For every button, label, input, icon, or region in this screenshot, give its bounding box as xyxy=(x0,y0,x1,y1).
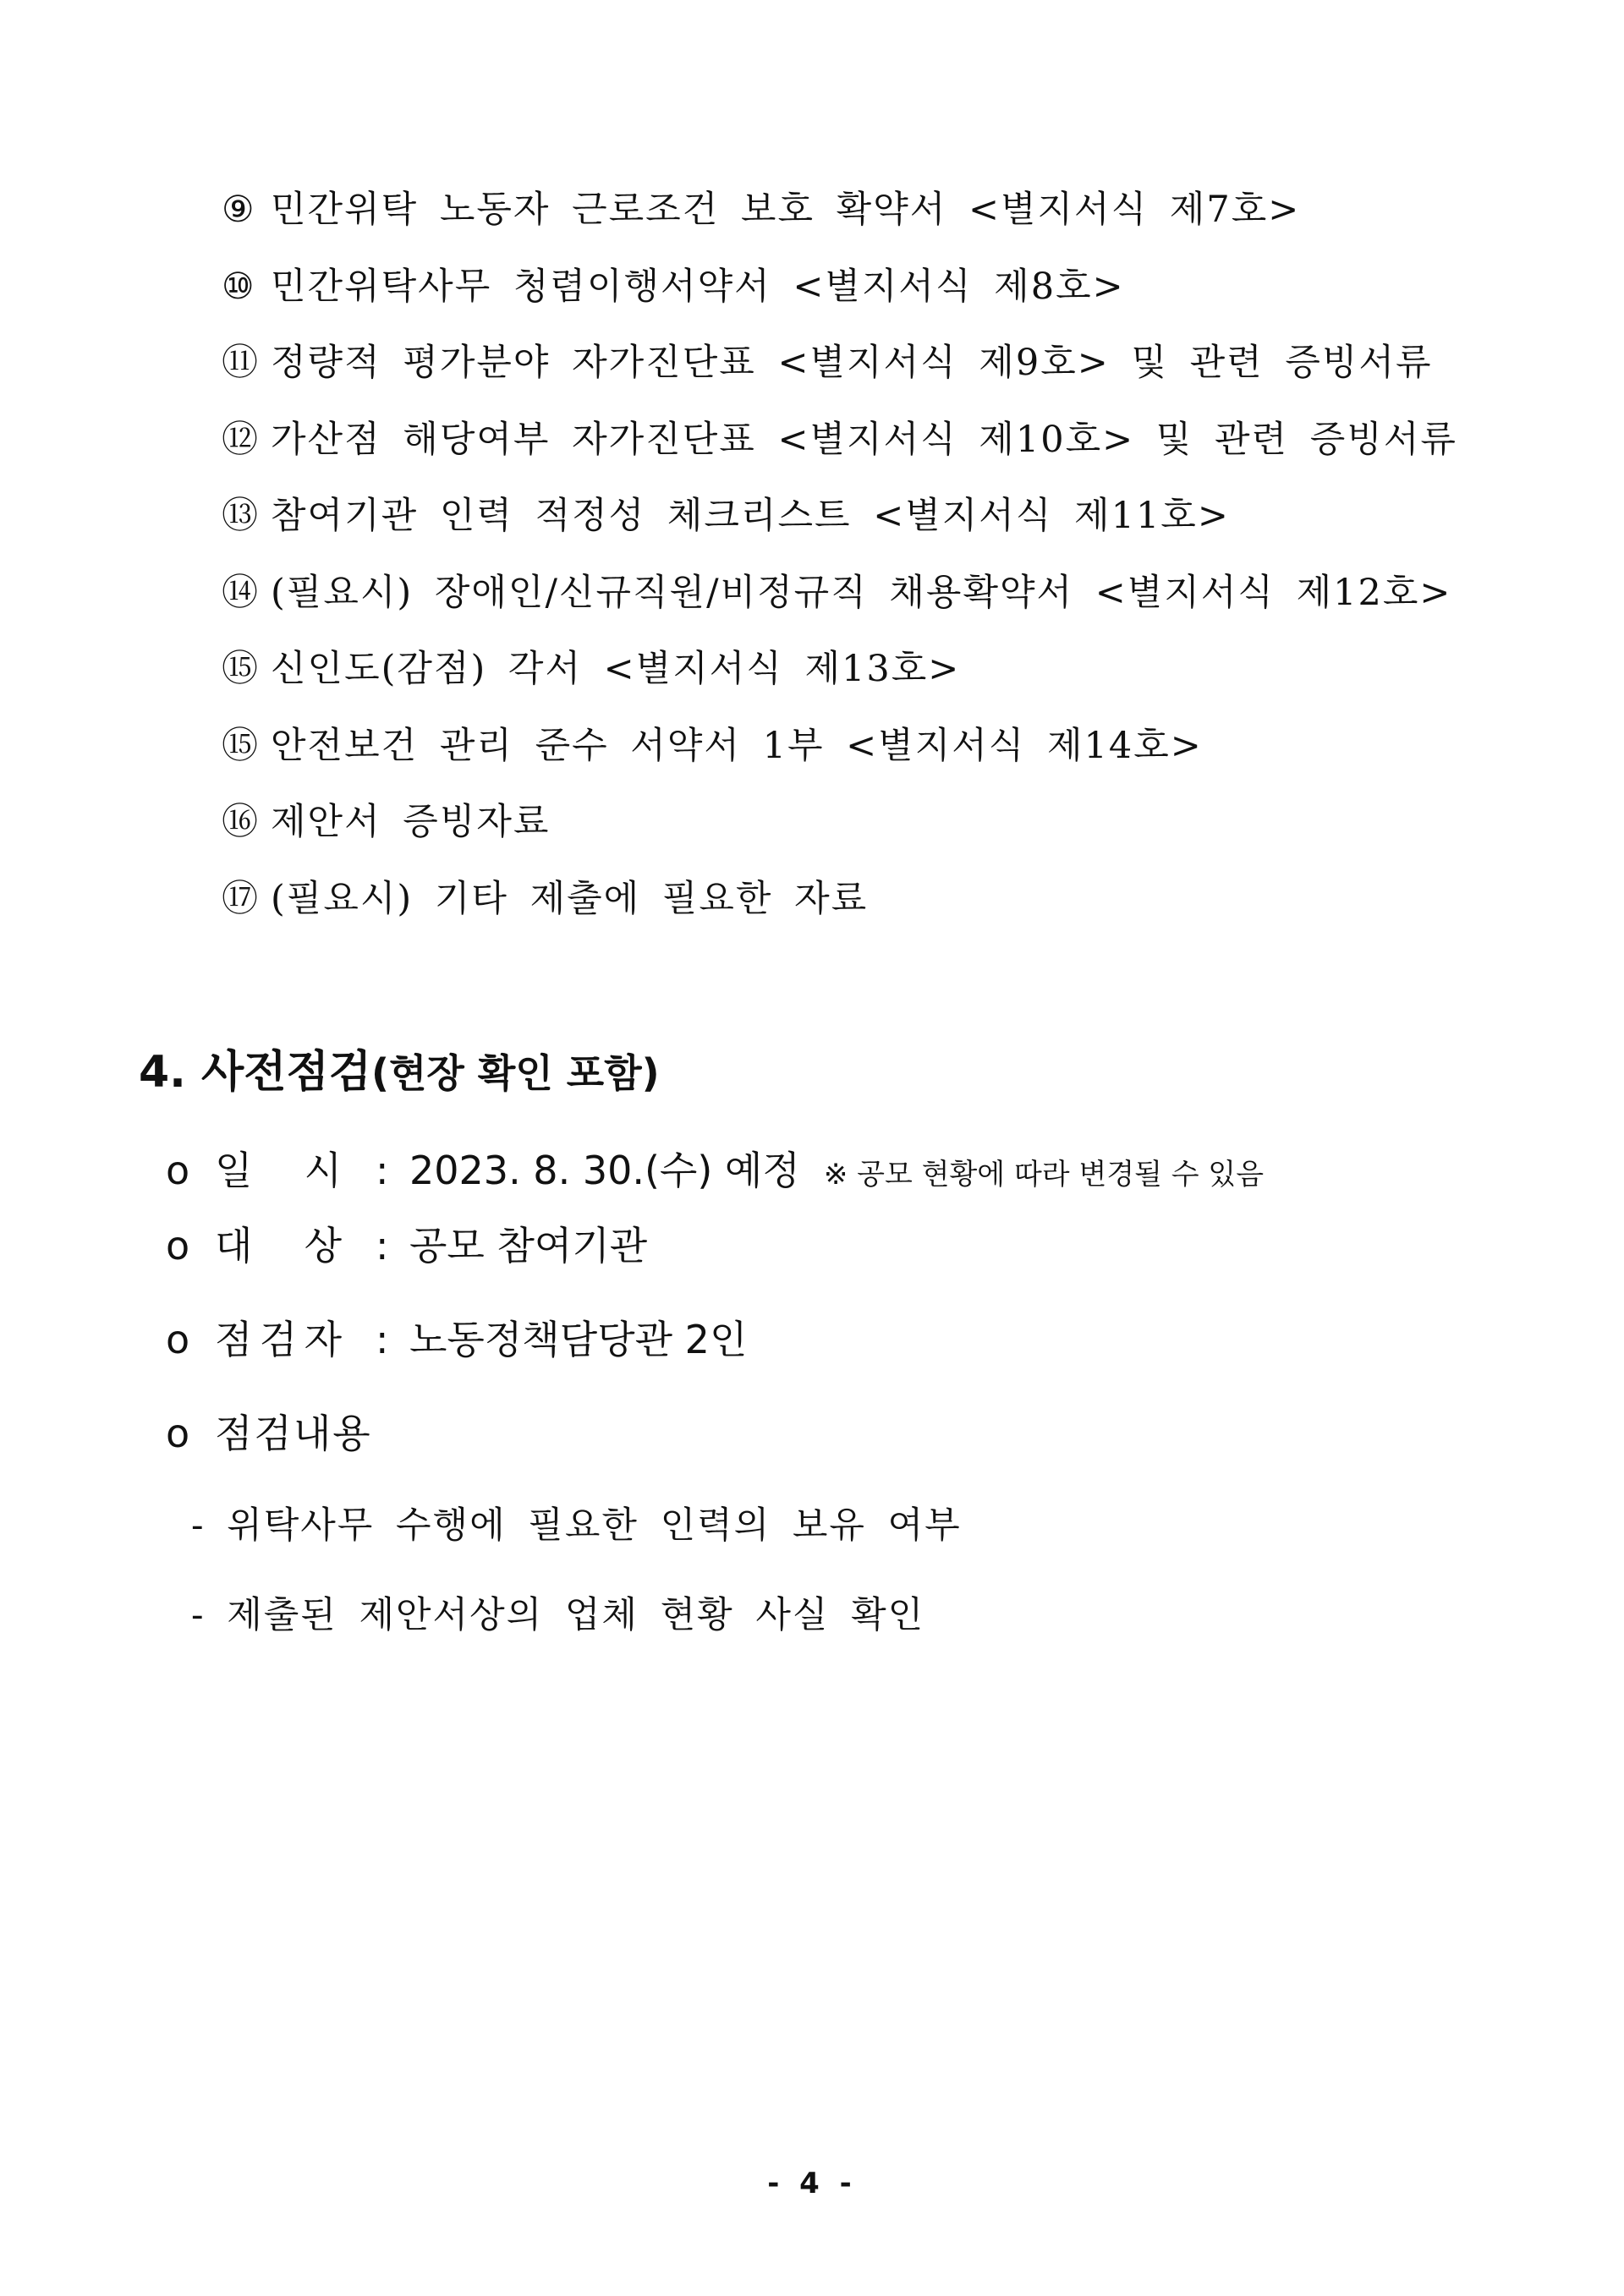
schedule-note: ※ 공모 현황에 따라 변경될 수 있음 xyxy=(823,1158,1265,1192)
schedule-label-b: 시 xyxy=(304,1148,342,1193)
item-number: ⑭ xyxy=(222,571,260,614)
item-number: ⑰ xyxy=(222,877,260,920)
item-number: ⑮ xyxy=(222,648,260,690)
page-number: - 4 - xyxy=(767,2167,857,2200)
inspector-label-a: 점 xyxy=(215,1317,253,1362)
list-item xyxy=(222,414,1457,491)
inspector-label xyxy=(215,1314,342,1365)
colon: : xyxy=(376,1317,389,1362)
schedule-label-a: 일 xyxy=(215,1148,253,1193)
target-label-b: 상 xyxy=(304,1223,342,1269)
bullet: o xyxy=(166,1317,190,1362)
colon: : xyxy=(376,1223,389,1269)
content-label: 점검내용 xyxy=(215,1411,372,1456)
item-text: 민간위탁사무 청렴이행서약서 <별지서식 제8호> xyxy=(271,265,1125,308)
schedule-line xyxy=(166,1145,1264,1200)
item-text: 가산점 해당여부 자가진단표 <별지서식 제10호> 및 관련 증빙서류 xyxy=(271,418,1457,461)
item-number: ⑪ xyxy=(222,342,260,384)
schedule-label xyxy=(215,1145,342,1196)
colon: : xyxy=(376,1148,389,1193)
content-subitem: - 제출된 제안서상의 업체 현황 사실 확인 xyxy=(191,1594,925,1636)
inspector-line xyxy=(166,1314,747,1365)
target-value: 공모 참여기관 xyxy=(409,1223,648,1269)
list-item xyxy=(222,797,1457,874)
item-text: 안전보건 관리 준수 서약서 1부 <별지서식 제14호> xyxy=(271,724,1203,767)
inspector-label-b: 검 xyxy=(259,1317,298,1362)
target-line xyxy=(166,1220,647,1271)
schedule-value: 2023. 8. 30.(수) 예정 xyxy=(409,1148,800,1193)
submission-document-list xyxy=(222,184,1457,950)
inspector-value: 노동정책담당관 2인 xyxy=(409,1317,748,1362)
item-number: ⑬ xyxy=(222,495,260,537)
bullet: o xyxy=(166,1148,190,1193)
item-text: (필요시) 장애인/신규직원/비정규직 채용확약서 <별지서식 제12호> xyxy=(271,571,1452,614)
list-item xyxy=(222,261,1457,338)
item-number: ⑨ xyxy=(222,189,256,231)
list-item xyxy=(222,490,1457,567)
list-item xyxy=(222,567,1457,644)
section-heading-sub: (현장 확인 포함) xyxy=(370,1050,660,1096)
target-label xyxy=(215,1220,342,1271)
list-item xyxy=(222,874,1457,951)
section-heading xyxy=(139,1036,660,1099)
item-text: 정량적 평가분야 자가진단표 <별지서식 제9호> 및 관련 증빙서류 xyxy=(271,342,1433,384)
list-item xyxy=(222,184,1457,261)
item-number: ⑫ xyxy=(222,418,260,461)
item-text: (필요시) 기타 제출에 필요한 자료 xyxy=(271,877,869,920)
bullet: o xyxy=(166,1223,190,1269)
content-line xyxy=(166,1408,372,1459)
section-heading-main: 4. 사전점검 xyxy=(139,1047,371,1098)
target-label-a: 대 xyxy=(215,1223,253,1269)
content-subitem: - 위탁사무 수행에 필요한 인력의 보유 여부 xyxy=(191,1504,962,1547)
inspector-label-c: 자 xyxy=(304,1317,342,1362)
item-text: 참여기관 인력 적정성 체크리스트 <별지서식 제11호> xyxy=(271,495,1230,537)
list-item xyxy=(222,721,1457,797)
item-number: ⑩ xyxy=(222,265,256,308)
item-text: 민간위탁 노동자 근로조건 보호 확약서 <별지서식 제7호> xyxy=(271,189,1301,231)
item-text: 제안서 증빙자료 xyxy=(271,801,551,843)
bullet: o xyxy=(166,1411,190,1456)
item-number: ⑮ xyxy=(222,724,260,767)
list-item xyxy=(222,644,1457,721)
list-item xyxy=(222,337,1457,414)
item-number: ⑯ xyxy=(222,801,260,843)
item-text: 신인도(감점) 각서 <별지서식 제13호> xyxy=(271,648,961,690)
